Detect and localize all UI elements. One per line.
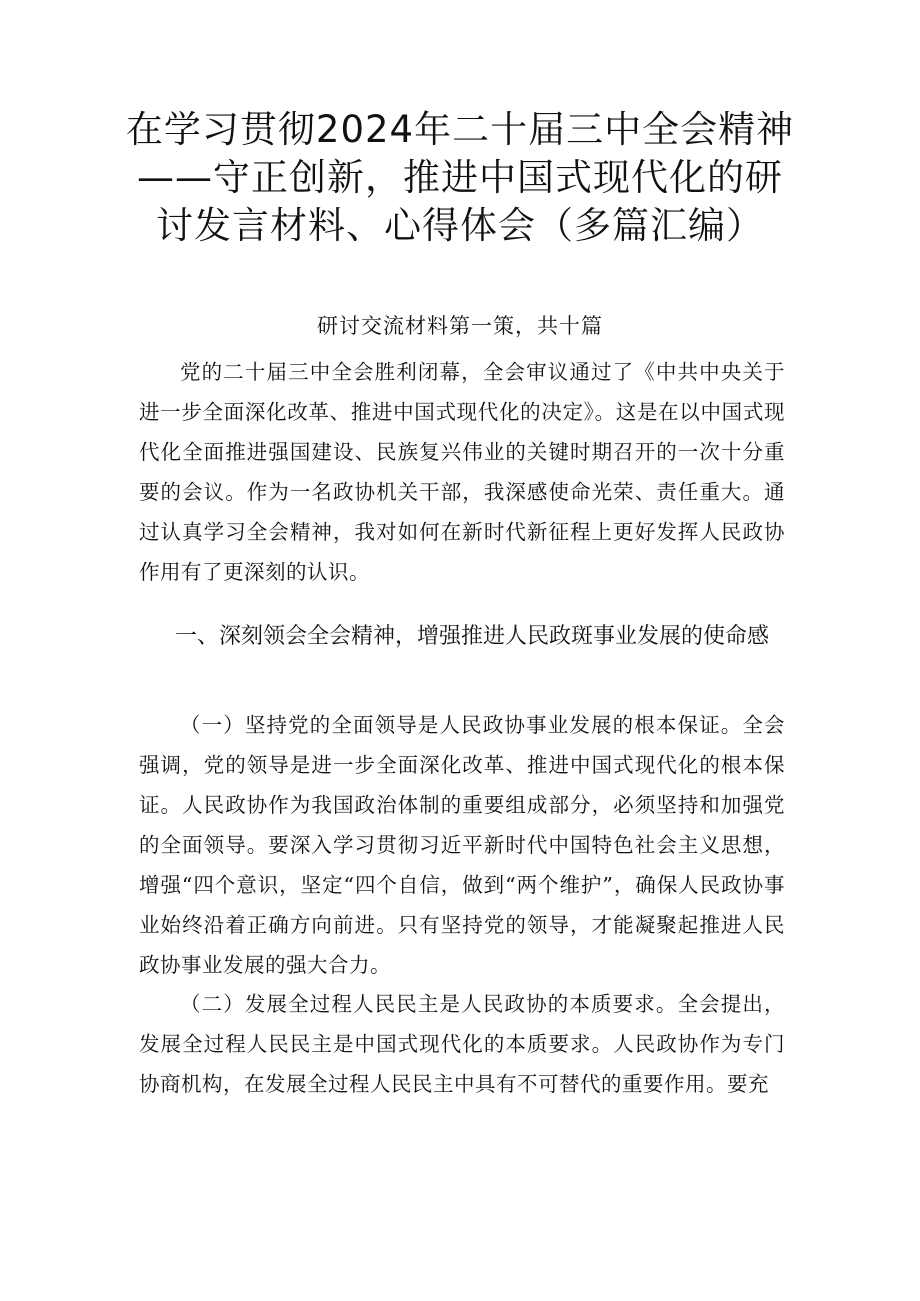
section-1-part-1 bbox=[139, 705, 785, 985]
section-heading-1-text: 一、深刻领会全会精神，增强推进人民政斑事业发展的使命感 bbox=[175, 624, 770, 649]
intro-section bbox=[139, 352, 785, 592]
section-1-part-2 bbox=[139, 984, 785, 1104]
document-subtitle: 研讨交流材料第一策，共十篇 bbox=[317, 314, 603, 338]
intro-paragraph: 党的二十届三中全会胜利闭幕，全会审议通过了《中共中央关于进一步全面深化改革、推进中国式现代化的决定》。这是在以中国式现代化全面推进强国建设、民族复兴伟业的关键时期召开的一次十分重要的会议。作为一名政协机关干部，我深感使命光荣、责任重大。通过认真学习全会精神，我对如何在新时代新征程上更好发挥人民政协作用有了更深刻的认识。 bbox=[139, 360, 785, 584]
section-heading-1 bbox=[139, 617, 785, 657]
section-paragraph: （一）坚持党的全面领导是人民政协事业发展的根本保证。全会强调，党的领导是进一步全面深化改革、推进中国式现代化的根本保证。人民政协作为我国政治体制的重要组成部分，必须坚持和加强党的全面领导。要深入学习贯彻习近平新时代中国特色社会主义思想，增强“四个意识，坚定“四个自信，做到“两个维护”，确保人民政协事业始终沿着正确方向前进。只有坚持党的领导，才能凝聚起推进人民政协事业发展的强大合力。 bbox=[139, 713, 785, 977]
section-paragraph: （二）发展全过程人民民主是人民政协的本质要求。全会提出，发展全过程人民民主是中国式现代化的本质要求。人民政协作为专门协商机构，在发展全过程人民民主中具有不可替代的重要作用。要充 bbox=[139, 992, 785, 1096]
document-title: 在学习贯彻2024年二十届三中全会精神——守正创新，推进中国式现代化的研讨发言材料、心得体会（多篇汇编） bbox=[125, 108, 795, 247]
